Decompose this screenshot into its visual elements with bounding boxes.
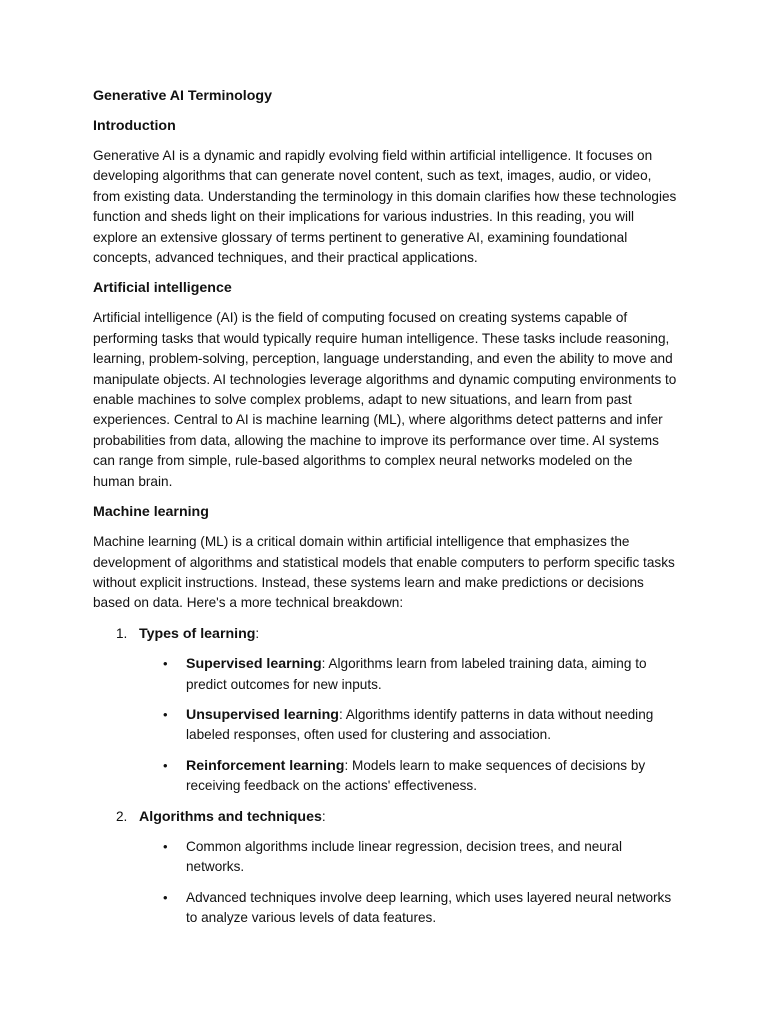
term-description: : Algorithms learn from labeled training data, aiming to predict outcomes for new inputs.	[186, 656, 647, 692]
introduction-heading: Introduction	[93, 118, 176, 134]
list-number: 1.	[116, 625, 128, 641]
list-item	[139, 756, 677, 797]
term-unsupervised-learning: Unsupervised learning	[186, 706, 339, 723]
bullet-icon: •	[163, 838, 168, 854]
document-page	[93, 86, 677, 939]
list-item-colon: :	[321, 808, 326, 824]
term-description: : Models learn to make sequences of decisions by receiving feedback on the actions' effectiveness.	[186, 757, 646, 794]
bullet-icon: •	[163, 889, 168, 905]
introduction-paragraph: Generative AI is a dynamic and rapidly evolving field within artificial intelligence. It focuses on developing algorithms that can generate novel content, such as text, images, audio, or video, from existing data. Understanding the terminology in this domain clarifies how these technologies function and sheds light on their implications for various industries. In this reading, you will explore an extensive glossary of terms pertinent to generative AI, examining foundational concepts, advanced techniques, and their practical applications.	[93, 148, 677, 266]
list-item-heading	[139, 624, 677, 644]
ml-heading: Machine learning	[93, 504, 209, 521]
algorithms-sublist	[139, 837, 677, 929]
list-item	[139, 888, 677, 929]
list-item-algorithms-and-techniques	[93, 807, 677, 929]
ai-heading: Artificial intelligence	[93, 280, 232, 297]
ai-paragraph: Artificial intelligence (AI) is the field of computing focused on creating systems capable of performing tasks that would typically require human intelligence. These tasks include reasoning, learning, problem-solving, perception, language understanding, and even the ability to move and manipulate objects. AI technologies leverage algorithms and dynamic computing environments to enable machines to solve complex problems, adapt to new situations, and learn from past experiences. Central to AI is machine learning (ML), where algorithms detect patterns and infer probabilities from data, allowing the machine to improve its performance over time. AI systems can range from simple, rule-based algorithms to complex neural networks modeled on the human brain.	[93, 310, 677, 489]
list-item	[139, 837, 677, 878]
list-item-colon: :	[255, 625, 260, 641]
bullet-icon: •	[163, 656, 168, 672]
list-item-title: Types of learning	[139, 625, 256, 642]
list-item	[139, 654, 677, 695]
ml-paragraph: Machine learning (ML) is a critical domain within artificial intelligence that emphasizes the development of algorithms and statistical models that enable computers to perform specific tasks without explicit instructions. Instead, these systems learn and make predictions or decisions based on data. Here's a more technical breakdown:	[93, 534, 675, 611]
term-description: : Algorithms identify patterns in data without needing labeled responses, often used for clustering and association.	[186, 706, 654, 743]
list-item-types-of-learning	[93, 624, 677, 797]
list-item-text: Common algorithms include linear regression, decision trees, and neural networks.	[186, 838, 622, 875]
term-reinforcement-learning: Reinforcement learning	[186, 757, 345, 774]
bullet-icon: •	[163, 706, 168, 722]
list-item-heading	[139, 807, 677, 827]
list-item-title: Algorithms and techniques	[139, 808, 322, 825]
list-number: 2.	[116, 808, 128, 824]
types-of-learning-sublist	[139, 654, 677, 796]
list-item	[139, 705, 677, 746]
document-title: Generative AI Terminology	[93, 88, 272, 104]
term-supervised-learning: Supervised learning	[186, 656, 322, 673]
ml-numbered-list	[93, 624, 677, 929]
bullet-icon: •	[163, 757, 168, 773]
list-item-text: Advanced techniques involve deep learning, which uses layered neural networks to analyze various levels of data features.	[186, 889, 672, 926]
